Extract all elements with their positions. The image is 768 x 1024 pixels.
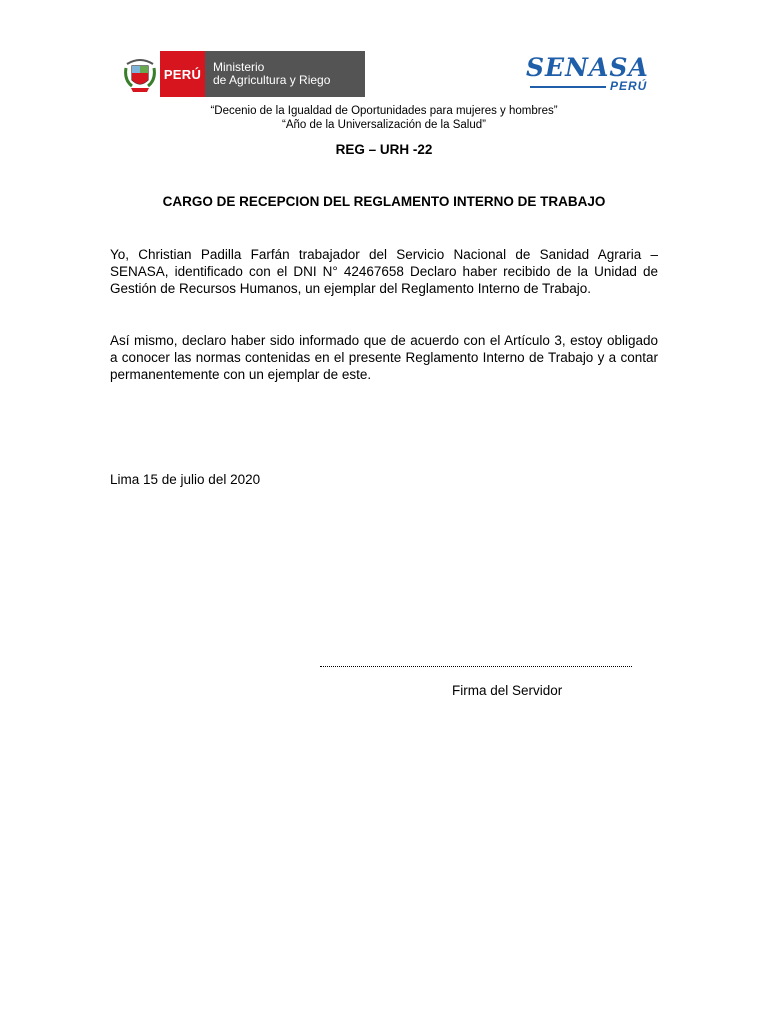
place-date: Lima 15 de julio del 2020 [110, 472, 261, 487]
ministry-line-2: de Agricultura y Riego [213, 73, 331, 87]
senasa-logo [526, 54, 656, 94]
ministry-line-1: Ministerio [213, 60, 265, 74]
document-code: REG – URH -22 [335, 142, 433, 157]
senasa-underline [530, 86, 606, 88]
motto-decade: “Decenio de la Igualdad de Oportunidades para mujeres y hombres” [210, 105, 558, 117]
declaration-paragraph: Yo, Christian Padilla Farfán trabajador del Servicio Nacional de Sanidad Agraria – SENASA, identificado con el DNI N° 42467658 Declaro haber recibido de la Unidad de Gestión de Recursos Humanos, un ejemplar del Reglamento Interno de Trabajo. [110, 247, 658, 296]
senasa-wordmark: SENASA [526, 53, 649, 82]
peru-coat-of-arms-icon [120, 51, 160, 97]
document-title: CARGO DE RECEPCION DEL REGLAMENTO INTERNO DE TRABAJO [162, 194, 606, 209]
minagri-logo [120, 51, 365, 97]
ministry-label [205, 51, 365, 97]
motto-year: “Año de la Universalización de la Salud” [282, 119, 486, 131]
signature-line [320, 656, 632, 667]
obligation-paragraph: Así mismo, declaro haber sido informado que de acuerdo con el Artículo 3, estoy obligado a conocer las normas contenidas en el presente Reglamento Interno de Trabajo y a contar permanentemente con un ejemplar de este. [110, 333, 658, 382]
signature-label: Firma del Servidor [452, 683, 563, 698]
senasa-country: PERÚ [610, 79, 648, 93]
peru-label: PERÚ [160, 51, 205, 97]
